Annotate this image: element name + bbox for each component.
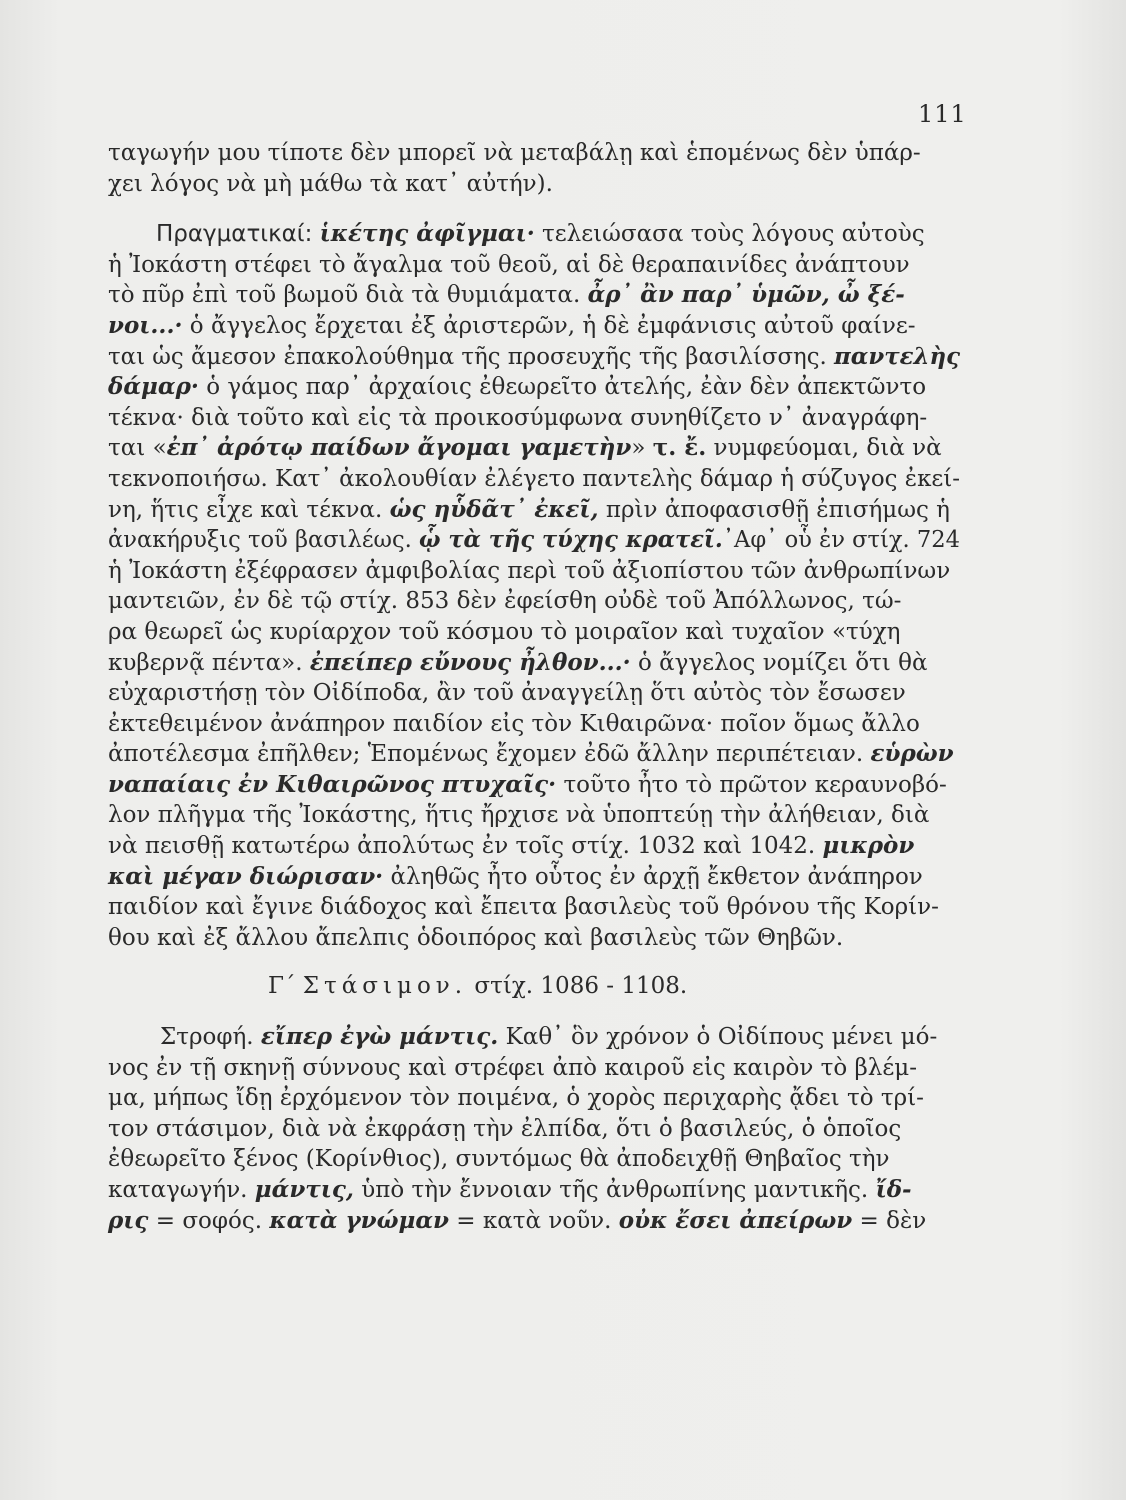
page-number: 111 xyxy=(918,100,967,128)
quoted-lemma: δάμαρ· xyxy=(108,373,199,401)
text-line: μα, μήπως ἴδῃ ἐρχόμενον τὸν ποιμένα, ὁ χορὸς περιχαρὴς ᾄδει τὸ τρί- xyxy=(108,1085,924,1112)
quoted-lemma: ναπαίαις ἐν Κιθαιρῶνος πτυχαῖς· xyxy=(108,770,557,798)
text-line: νοι...· ὁ ἄγγελος ἔρχεται ἐξ ἀριστερῶν, ἡ δὲ ἐμφάνισις αὐτοῦ φαίνε- xyxy=(108,311,916,339)
quoted-lemma: ἴδ- xyxy=(875,1176,912,1203)
quoted-lemma: κατὰ γνώμαν xyxy=(269,1206,449,1234)
text-line: ναπαίαις ἐν Κιθαιρῶνος πτυχαῖς· τοῦτο ἦτο τὸ πρῶτον κεραυνοβό- xyxy=(108,770,947,798)
text-line: ἐκτεθειμένον ἀνάπηρον παιδίον εἰς τὸν Κιθαιρῶνα· ποῖον ὅμως ἄλλο xyxy=(108,710,920,737)
text-line: κυβερνᾷ πέντα». ἐπείπερ εὔνους ἦλθον...· ὁ ἄγγελος νομίζει ὅτι θὰ xyxy=(108,648,928,676)
text-line: ρις = σοφός. κατὰ γνώμαν = κατὰ νοῦν. οὐκ ἔσει ἀπείρων = δὲν xyxy=(108,1206,927,1234)
section-heading: Γ΄ Στάσιμον. στίχ. 1086 - 1108. xyxy=(268,973,688,1000)
text-line: τεκνοποιήσω. Κατ᾽ ἀκολουθίαν ἐλέγετο παντελὴς δάμαρ ἡ σύζυγος ἐκεί- xyxy=(108,465,960,492)
text-line: μαντειῶν, ἐν δὲ τῷ στίχ. 853 δὲν ἐφείσθη οὐδὲ τοῦ Ἀπόλλωνος, τώ- xyxy=(108,588,902,615)
text-line: θου καὶ ἐξ ἄλλου ἄπελπις ὁδοιπόρος καὶ βασιλεὺς τῶν Θηβῶν. xyxy=(108,924,844,951)
quoted-lemma: ρις xyxy=(108,1206,149,1234)
quoted-lemma: νοι...· xyxy=(108,311,183,339)
quoted-lemma: μάντις, xyxy=(254,1176,354,1203)
quoted-lemma: ἆρ᾽ ἂν παρ᾽ ὑμῶν, ὦ ξέ- xyxy=(587,281,905,309)
text-line: ἐθεωρεῖτο ξένος (Κορίνθιος), συντόμως θὰ ἀποδειχθῇ Θηβαῖος τὴν xyxy=(108,1146,890,1173)
text-line: λον πλῆγμα τῆς Ἰοκάστης, ἥτις ἤρχισε νὰ ὑποπτεύῃ τὴν ἀλήθειαν, διὰ xyxy=(108,802,930,829)
quoted-lemma: ἱκέτης ἀφῖγμαι· xyxy=(319,220,535,248)
text-line: ρα θεωρεῖ ὡς κυρίαρχον τοῦ κόσμου τὸ μοιραῖον καὶ τυχαῖον «τύχη xyxy=(108,618,901,645)
text-line: ἡ Ἰοκάστη ἐξέφρασεν ἀμφιβολίας περὶ τοῦ ἀξιοπίστου τῶν ἀνθρωπίνων xyxy=(108,557,951,584)
quoted-lemma: ὡς ηὗδᾶτ᾽ ἐκεῖ, xyxy=(389,495,599,523)
quoted-lemma: εἴπερ ἐγὼ μάντις. xyxy=(260,1023,499,1051)
quoted-lemma: ᾧ τὰ τῆς τύχης κρατεῖ. xyxy=(418,526,723,554)
text-line: ἀνακήρυξις τοῦ βασιλέως. ᾧ τὰ τῆς τύχης κρατεῖ.᾽Αφ᾽ οὗ ἐν στίχ. 724 xyxy=(108,526,960,554)
abbreviation: τ. ἔ. xyxy=(652,434,707,462)
text-line: νὰ πεισθῇ κατωτέρω ἀπολύτως ἐν τοῖς στίχ. 1032 καὶ 1042. μικρὸν xyxy=(108,832,915,860)
text-line: νος ἐν τῇ σκηνῇ σύννους καὶ στρέφει ἀπὸ καιροῦ εἰς καιρὸν τὸ βλέμ- xyxy=(108,1054,918,1081)
text-line: δάμαρ· ὁ γάμος παρ᾽ ἀρχαίοις ἐθεωρεῖτο ἀτελής, ἐὰν δὲν ἀπεκτῶντο xyxy=(108,373,927,401)
paragraph-start: Στροφή. εἴπερ ἐγὼ μάντις. Καθ᾽ ὃν χρόνον ὁ Οἰδίπους μένει μό- xyxy=(160,1023,938,1051)
quoted-lemma: παντελὴς xyxy=(834,342,960,370)
text-line: καὶ μέγαν διώρισαν· ἀληθῶς ἦτο οὗτος ἐν ἀρχῇ ἔκθετον ἀνάπηρον xyxy=(108,862,923,890)
text-line: καταγωγήν. μάντις, ὑπὸ τὴν ἔννοιαν τῆς ἀνθρωπίνης μαντικῆς. ἴδ- xyxy=(108,1176,912,1203)
paragraph-start: Πραγματικαί: ἱκέτης ἀφῖγμαι· τελειώσασα τοὺς λόγους αὐτοὺς xyxy=(156,220,925,248)
text-line: ταγωγήν μου τίποτε δὲν μπορεῖ νὰ μεταβάλῃ καὶ ἑπομένως δὲν ὑπάρ- xyxy=(108,140,921,166)
quoted-lemma: ἐπείπερ εὔνους ἦλθον...· xyxy=(309,648,631,676)
text-line: ἡ Ἰοκάστη στέφει τὸ ἄγαλμα τοῦ θεοῦ, αἱ δὲ θεραπαινίδες ἀνάπτουν xyxy=(108,251,910,278)
text-line: χει λόγος νὰ μὴ μάθω τὰ κατ᾽ αὐτήν). xyxy=(108,170,553,197)
quoted-lemma: οὐκ ἔσει ἀπείρων xyxy=(618,1206,853,1234)
quoted-lemma: εὑρὼν xyxy=(870,740,954,768)
section-label: Πραγματικαί: xyxy=(156,221,313,248)
text-line: τὸ πῦρ ἐπὶ τοῦ βωμοῦ διὰ τὰ θυμιάματα. ἆρ᾽ ἂν παρ᾽ ὑμῶν, ὦ ξέ- xyxy=(108,281,905,309)
text-line: τέκνα· διὰ τοῦτο καὶ εἰς τὰ προικοσύμφωνα συνηθίζετο ν᾽ ἀναγράφη- xyxy=(108,404,928,431)
quoted-lemma: καὶ μέγαν διώρισαν· xyxy=(108,862,384,890)
text-line: ἀποτέλεσμα ἐπῆλθεν; Ἑπομένως ἔχομεν ἐδῶ ἄλλην περιπέτειαν. εὑρὼν xyxy=(108,740,954,768)
text-line: εὐχαριστήσῃ τὸν Οἰδίποδα, ἂν τοῦ ἀναγγείλῃ ὅτι αὐτὸς τὸν ἔσωσεν xyxy=(108,680,906,707)
body-text xyxy=(108,138,960,1236)
text-line: ται «ἐπ᾽ ἀρότῳ παίδων ἄγομαι γαμετὴν» τ. ἔ. νυμφεύομαι, διὰ νὰ xyxy=(108,434,942,462)
text-line: παιδίον καὶ ἔγινε διάδοχος καὶ ἔπειτα βασιλεὺς τοῦ θρόνου τῆς Κορίν- xyxy=(108,894,939,921)
quoted-lemma: ἐπ᾽ ἀρότῳ παίδων ἄγομαι γαμετὴν xyxy=(166,434,632,462)
text-line: τον στάσιμον, διὰ νὰ ἐκφράσῃ τὴν ἐλπίδα, ὅτι ὁ βασιλεύς, ὁ ὁποῖος xyxy=(108,1115,902,1142)
quoted-lemma: μικρὸν xyxy=(822,832,915,860)
text-line: νη, ἥτις εἶχε καὶ τέκνα. ὡς ηὗδᾶτ᾽ ἐκεῖ, πρὶν ἀποφασισθῇ ἐπισήμως ἡ xyxy=(108,495,950,523)
text-line: ται ὡς ἄμεσον ἐπακολούθημα τῆς προσευχῆς τῆς βασιλίσσης. παντελὴς xyxy=(108,342,960,370)
heading-title: Στάσιμον. xyxy=(302,973,468,1000)
